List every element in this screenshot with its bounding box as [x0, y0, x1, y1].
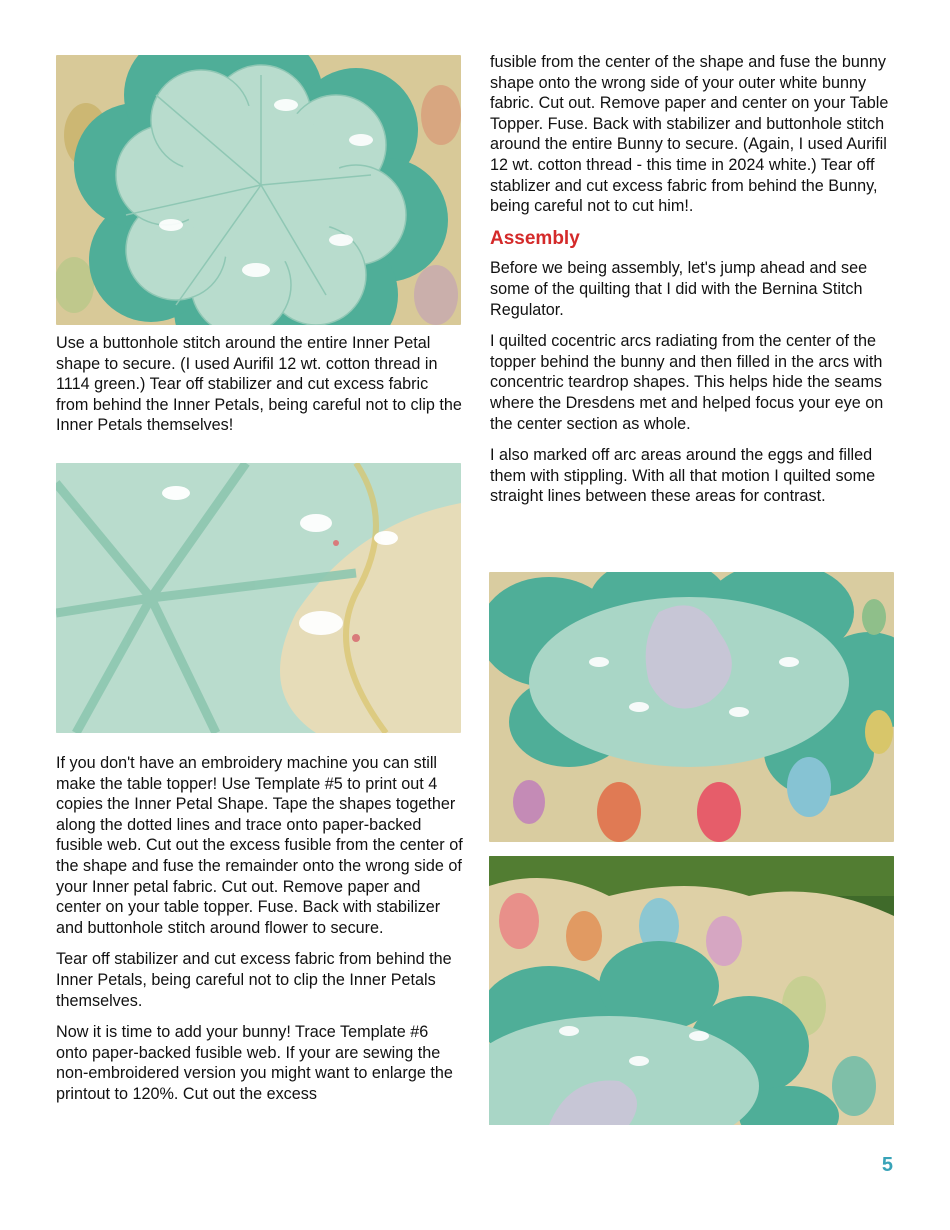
photo-quilted-eggs-border	[489, 856, 894, 1125]
paragraph-quilted-arcs: I quilted cocentric arcs radiating from the center of the topper behind the bunny and then filled in the arcs with concentric teardrop shapes. This helps hide the seams where the Dresdens met and helped focus your eye on the center section as whole.	[490, 332, 884, 433]
paragraph-no-embroidery-machine: If you don't have an embroidery machine you can still make the table topper! Use Template #5 to print out 4 copies the Inner Petal Shape. Tape the shapes together along the dotted lines and trace onto paper-backed fusible web. Cut out the excess fusible from the center of the shape and fuse the remainder onto the wrong side of your Inner petal fabric. Cut out. Remove paper and center on your table topper. Fuse. Back with stabilizer and buttonhole stitch around flower to secure.	[56, 754, 463, 937]
section-heading-assembly: Assembly	[490, 227, 580, 249]
paragraph-before-assembly: Before we being assembly, let's jump ahead and see some of the quilting that I did with the Bernina Stitch Regulator.	[490, 259, 868, 319]
page-number: 5	[881, 1154, 893, 1176]
photo-inner-petals-top-view	[56, 55, 461, 325]
photo-quilted-topper	[489, 572, 894, 842]
photo-inner-petals-closeup	[56, 463, 461, 733]
paragraph-stippling: I also marked off arc areas around the eggs and filled them with stippling. With all that motion I quilted some straight lines between these areas for contrast.	[490, 446, 876, 506]
paragraph-add-bunny: Now it is time to add your bunny! Trace Template #6 onto paper-backed fusible web. If your are sewing the non-embroidered version you might want to enlarge the printout to 120%. Cut out the excess	[56, 1023, 453, 1103]
paragraph-tear-off-stabilizer: Tear off stabilizer and cut excess fabric from behind the Inner Petals, being careful not to clip the Inner Petals themselves.	[56, 950, 452, 1010]
paragraph-fuse-bunny: fusible from the center of the shape and fuse the bunny shape onto the wrong side of your outer white bunny fabric. Cut out. Remove paper and center on your Table Topper. Fuse. Back with stabilizer and buttonhole stitch around the entire Bunny to secure. (Again, I used Aurifil 12 wt. cotton thread - this time in 2024 white.) Tear off stablizer and cut excess fabric from behind the Bunny, being careful not to cut him!.	[490, 53, 889, 216]
photo-caption-buttonhole: Use a buttonhole stitch around the entire Inner Petal shape to secure. (I used Aurifil 12 wt. cotton thread in 1114 green.) Tear off stabilizer and cut excess fabric from behind the Inner Petals, being careful not to clip the Inner Petals themselves!	[56, 334, 462, 435]
